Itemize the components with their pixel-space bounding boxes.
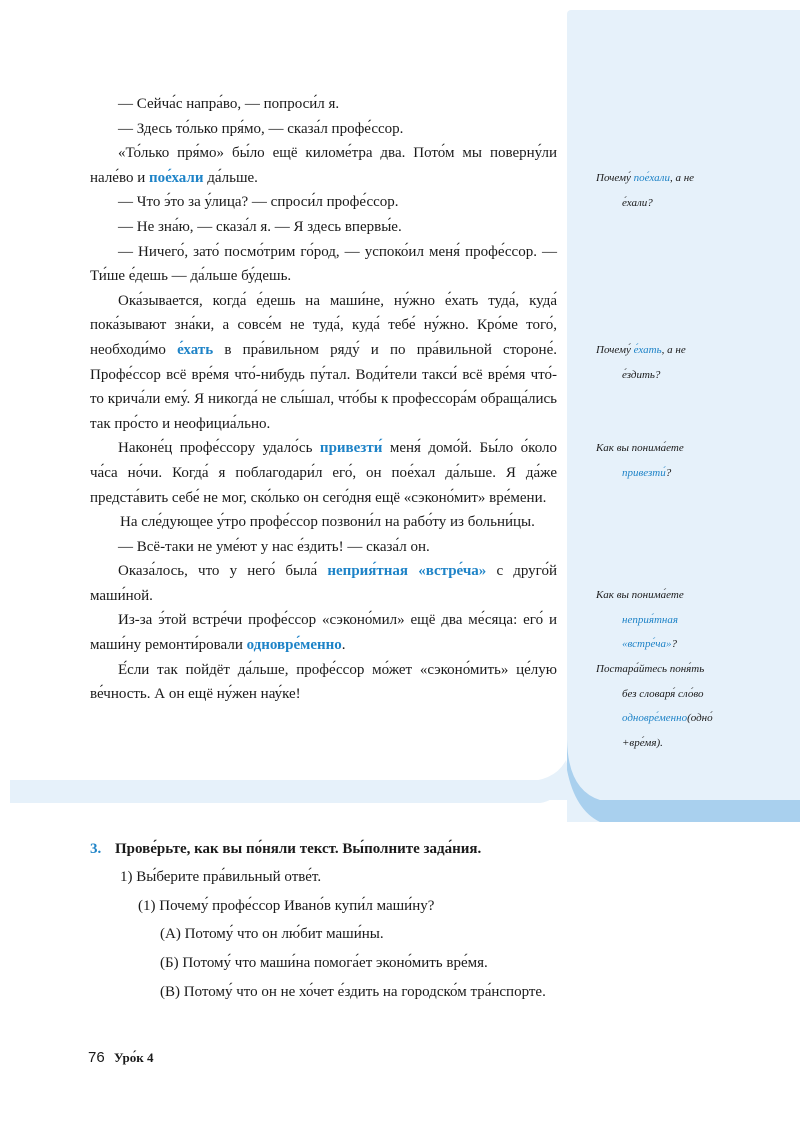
paragraph bbox=[90, 117, 557, 142]
paragraph-text: — Здесь то́лько пря́мо, — сказа́л профе́ссор. bbox=[118, 120, 404, 137]
keyword: пое́хали bbox=[148, 169, 204, 186]
paragraph-text: — Что э́то за у́лица? — спроси́л профе́ссор. bbox=[118, 194, 399, 211]
paragraph-text: с друго́й маши́ной. bbox=[90, 563, 557, 604]
keyword: одновре́менно bbox=[246, 637, 342, 654]
note-ehat: Почему́ е́хать, а не е́здить? bbox=[596, 344, 686, 381]
paragraph-text: Наконе́ц профе́ссору удало́сь bbox=[118, 440, 320, 457]
paragraph-text: Ока́зывается, когда́ е́дешь на маши́не, ну́жно е́хать туда́, куда́ пока́зывают зна́ки, а совсе́м не туда́, куда́ тебе́ ну́жно. Кро́ме того́, необходи́мо bbox=[90, 292, 557, 358]
answer-option-c[interactable]: (В) Потому́ что он не хо́чет е́здить на городско́м тра́нспорте. bbox=[160, 984, 546, 1000]
paragraph-text: . bbox=[341, 637, 346, 654]
page-number: 76 bbox=[88, 1049, 105, 1066]
paragraph bbox=[90, 535, 557, 560]
task-heading: Прове́рьте, как вы по́няли текст. Вы́полните зада́ния. bbox=[115, 841, 482, 857]
paragraph-text: Е́сли так пойдёт да́льше, профе́ссор мо́жет «сэконо́мить» це́лую ве́чность. А он ещё ну́жен нау́ке! bbox=[90, 661, 557, 703]
keyword: неприя́тная «встре́ча» bbox=[327, 563, 487, 580]
note-odnovremenno: Постара́йтесь поня́ть без словаря́ сло́во одновре́менно(одно́ +вре́мя). bbox=[596, 663, 713, 749]
paragraph-text: — Сейча́с напра́во, — попроси́л я. bbox=[118, 96, 340, 112]
paragraph bbox=[90, 436, 557, 510]
question-1: (1) Почему́ профе́ссор Ивано́в купи́л маши́ну? bbox=[138, 898, 435, 914]
note-vstrecha: Как вы понима́ете неприя́тная «встре́ча»? bbox=[596, 589, 684, 651]
paragraph bbox=[90, 608, 557, 657]
paragraph-text: Оказа́лось, что у него́ была́ bbox=[118, 563, 328, 580]
paragraph-text: меня́ домо́й. Бы́ло о́коло ча́са но́чи. Когда́ я поблагодари́л его́, он пое́хал да́льше. Я да́же предста́вить себе́ не мог, ско́лько он сего́дня ещё «сэконо́мит» вре́мени. bbox=[90, 440, 557, 506]
paragraph-text: На сле́дующее у́тро профе́ссор позвони́л на рабо́ту из больни́цы. bbox=[120, 514, 535, 531]
paragraph-text: Из-за э́той встре́чи профе́ссор «сэконо́мил» ещё два ме́сяца: его́ и маши́ну ремонти́ровали bbox=[90, 612, 557, 654]
answer-option-b[interactable]: (Б) Потому́ что маши́на помога́ет эконо́мить вре́мя. bbox=[160, 955, 488, 971]
paragraph bbox=[90, 240, 557, 289]
paragraph-text: в пра́вильном ряду́ и по пра́вильной стороне́. Профе́ссор всё вре́мя что́-нибудь пу́тал. Води́тели такси́ всё вре́мя что́-то крича́ли ему́. Я никогда́ не слы́шал, что́бы к профессора́м обраща́лись так про́сто и неофициа́льно. bbox=[90, 341, 557, 432]
paragraph bbox=[90, 510, 557, 535]
paragraph bbox=[90, 289, 557, 437]
paragraph-text: «То́лько пря́мо» бы́ло ещё киломе́тра два. Пото́м мы поверну́ли нале́во и bbox=[90, 145, 557, 186]
paragraph bbox=[90, 658, 557, 707]
answer-option-a[interactable]: (А) Потому́ что он лю́бит маши́ны. bbox=[160, 926, 384, 942]
note-poehali: Почему́ пое́хали, а не е́хали? bbox=[596, 172, 695, 209]
paragraph bbox=[90, 190, 557, 215]
paragraph-text: да́льше. bbox=[203, 169, 258, 186]
paragraph bbox=[90, 92, 557, 117]
keyword: привезти́ bbox=[319, 440, 383, 457]
paragraph-text: — Всё-таки не уме́ют у нас е́здить! — сказа́л он. bbox=[118, 538, 430, 555]
reading-text bbox=[90, 92, 557, 707]
paragraph bbox=[90, 559, 557, 608]
lesson-label: Уро́к 4 bbox=[114, 1050, 154, 1065]
keyword: е́хать bbox=[177, 341, 214, 358]
task-subheading: 1) Вы́берите пра́вильный отве́т. bbox=[120, 869, 322, 885]
paragraph-text: — Не зна́ю, — сказа́л я. — Я здесь впервы́е. bbox=[118, 218, 402, 235]
note-privezti: Как вы понима́ете привезти́? bbox=[596, 442, 684, 479]
paragraph-text: — Ничего́, зато́ посмо́трим го́род, — успоко́ил меня́ профе́ссор. — Ти́ше е́дешь — да́льше бу́дешь. bbox=[90, 243, 557, 285]
task-number: 3. bbox=[90, 841, 102, 857]
paragraph bbox=[90, 141, 557, 190]
paragraph bbox=[90, 215, 557, 240]
